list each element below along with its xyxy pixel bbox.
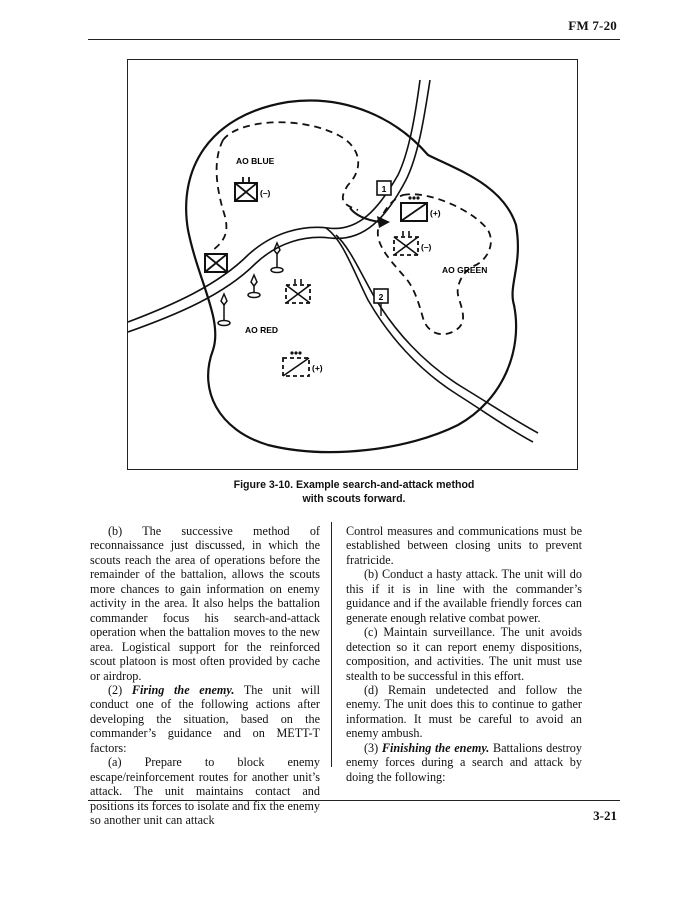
figure-caption-line-1: Figure 3-10. Example search-and-attack method: [233, 479, 475, 491]
search-attack-map: [128, 60, 579, 471]
figure-caption: [88, 478, 620, 506]
left-paragraph-2-lead: (2): [108, 682, 132, 697]
unit-center-dashed-symbol: [286, 279, 310, 303]
ao-green-label: AO GREEN: [442, 265, 488, 275]
ao-blue-label: AO BLUE: [236, 156, 275, 166]
scout-arrow: [350, 208, 380, 222]
left-paragraph-3: (a) Prepare to block enemy escape/reinforcement routes for another unit’s attack. The unit maintains contact and positions its forces to isolate and fix the enemy so another unit can attack: [90, 755, 320, 828]
left-paragraph-1: (b) The successive method of reconnaissance just discussed, in which the scouts reach the area of operations before the remainder of the battalion, allows the scouts more chances to gain information on enemy activity in the area. It also helps the battalion commander focus his search-and-attack operation when the battalion moves to the new area. Logistical support for the reinforced scout platoon is most often provided by cache or airdrop.: [90, 524, 320, 683]
svg-text:(+): (+): [312, 363, 323, 373]
svg-text:2: 2: [378, 292, 384, 302]
unit-blue-symbol: [235, 177, 271, 201]
scout-arrowhead: [377, 216, 390, 228]
unit-red-symbol: [283, 351, 323, 376]
right-text-column: [346, 524, 582, 784]
right-paragraph-5-lead: (3): [364, 740, 382, 755]
observation-post-3: [218, 294, 230, 326]
observation-post-2: [248, 275, 260, 298]
figure-caption-line-2: with scouts forward.: [302, 493, 406, 505]
svg-text:(–): (–): [260, 188, 271, 198]
figure-box: [127, 59, 578, 470]
right-paragraph-1: Control measures and communications must be established between closing units to prevent fratricide.: [346, 524, 582, 567]
header-rule: [88, 39, 620, 40]
right-paragraph-5-title: Finishing the enemy.: [381, 740, 490, 755]
unit-green-a-symbol: [401, 196, 441, 221]
outer-area-boundary: [186, 101, 518, 453]
manual-header: FM 7-20: [568, 18, 617, 33]
page-number: 3-21: [593, 808, 617, 823]
left-text-column: [90, 524, 320, 828]
road-branch-a: [326, 228, 533, 442]
left-paragraph-2-text: The unit will conduct one of the following actions after developing the situation, based on the commander’s guidance and on METT-T factors:: [90, 682, 320, 755]
svg-text:(+): (+): [430, 208, 441, 218]
ao-red-label: AO RED: [245, 325, 279, 335]
right-paragraph-4: (d) Remain undetected and follow the enemy. The unit does this to continue to gather information. It must be careful to avoid an enemy ambush.: [346, 682, 582, 741]
checkpoint-1-marker: [377, 181, 391, 196]
unit-road-symbol: [205, 254, 227, 272]
svg-text:(–): (–): [421, 242, 432, 252]
right-paragraph-5-text: Battalions destroy enemy forces during a search and attack by doing the following:: [346, 740, 582, 784]
footer-rule: [88, 800, 620, 801]
svg-text:1: 1: [381, 184, 387, 194]
right-paragraph-3: (c) Maintain surveillance. The unit avoids detection so it can report enemy dispositions, composition, and activities. The unit must use stealth to be successful in this effort.: [346, 625, 582, 683]
right-paragraph-2: (b) Conduct a hasty attack. The unit will do this if it is in line with the commander’s guidance and if the available friendly forces can generate enough relative combat power.: [346, 567, 582, 625]
column-divider: [331, 522, 332, 767]
right-paragraph-5: [346, 741, 582, 784]
left-paragraph-2: [90, 683, 320, 755]
unit-green-b-symbol: [394, 231, 432, 255]
left-paragraph-2-title: Firing the enemy.: [131, 682, 235, 697]
